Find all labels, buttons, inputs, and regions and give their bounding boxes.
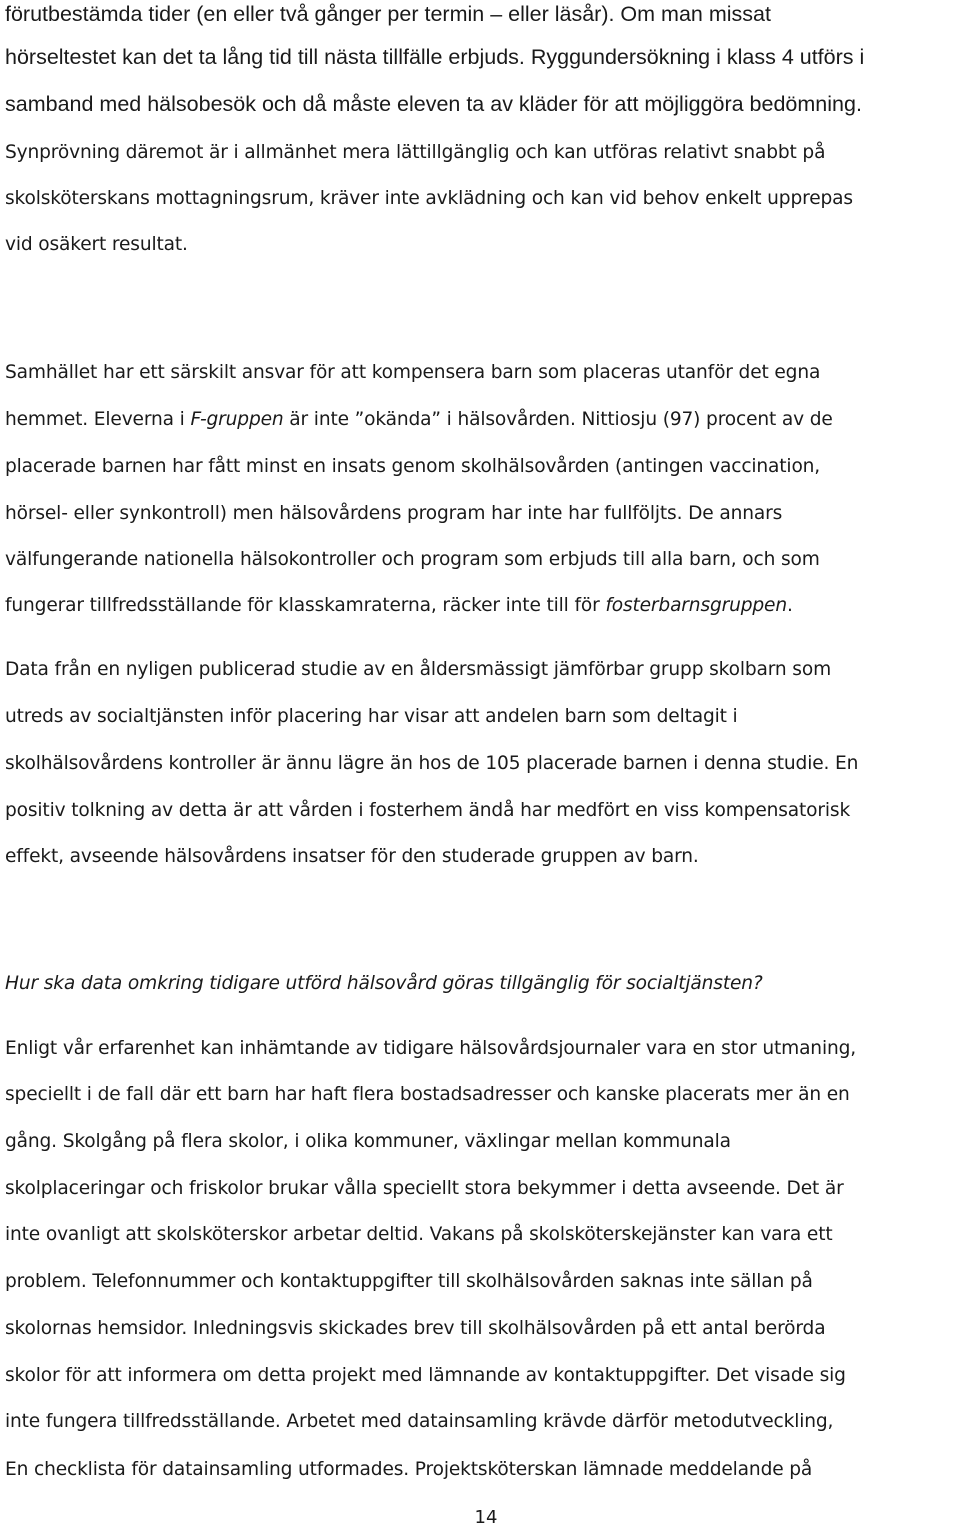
body-text-line: utreds av socialtjänsten inför placering har visar att andelen barn som deltagit i xyxy=(5,706,738,727)
body-text-line: inte ovanligt att skolsköterskor arbetar deltid. Vakans på skolsköterskejänster kan vara ett xyxy=(5,1224,833,1245)
body-text-line: problem. Telefonnummer och kontaktuppgifter till skolhälsovården saknas inte sällan på xyxy=(5,1271,813,1292)
body-text-line: speciellt i de fall där ett barn har haft flera bostadsadresser och kanske placerats mer än en xyxy=(5,1084,850,1105)
italic-term: F-gruppen xyxy=(190,409,284,430)
body-text-line: skolor för att informera om detta projekt med lämnande av kontaktuppgifter. Det visade sig xyxy=(5,1365,846,1386)
section-heading: Hur ska data omkring tidigare utförd hälsovård göras tillgänglig för socialtjänsten? xyxy=(5,973,763,994)
text-span: . xyxy=(787,595,793,616)
body-text-line: välfungerande nationella hälsokontroller och program som erbjuds till alla barn, och som xyxy=(5,549,820,570)
page-number: 14 xyxy=(474,1507,498,1528)
body-text-line: skolornas hemsidor. Inledningsvis skickades brev till skolhälsovården på ett antal berörda xyxy=(5,1318,826,1339)
body-text-line: En checklista för datainsamling utformades. Projektsköterskan lämnade meddelande på xyxy=(5,1459,813,1480)
body-text-line: inte fungera tillfredsställande. Arbetet med datainsamling krävde därför metodutveckling, xyxy=(5,1411,834,1432)
text-span: är inte ”okända” i hälsovården. Nittiosju (97) procent av de xyxy=(283,409,833,430)
text-span: fungerar tillfredsställande för klasskamraterna, räcker inte till för xyxy=(5,595,606,616)
body-text-line: gång. Skolgång på flera skolor, i olika kommuner, växlingar mellan kommunala xyxy=(5,1131,731,1152)
body-text-line xyxy=(5,406,833,434)
body-text-line: skolhälsovårdens kontroller är ännu lägre än hos de 105 placerade barnen i denna studie. En xyxy=(5,753,859,774)
body-text-line: effekt, avseende hälsovårdens insatser för den studerade gruppen av barn. xyxy=(5,846,699,867)
body-text-line: Data från en nyligen publicerad studie av en åldersmässigt jämförbar grupp skolbarn som xyxy=(5,659,832,680)
body-text-line: hörsel- eller synkontroll) men hälsovårdens program har inte har fullföljts. De annars xyxy=(5,503,783,524)
text-span: hemmet. Eleverna i xyxy=(5,409,191,430)
italic-term: fosterbarnsgruppen xyxy=(605,595,787,616)
body-text-line: positiv tolkning av detta är att vården i fosterhem ändå har medfört en viss kompensatorisk xyxy=(5,800,851,821)
body-text-line: förutbestämda tider (en eller två gånger per termin – eller läsår). Om man missat xyxy=(5,2,771,26)
body-text-line: skolplaceringar och friskolor brukar vålla speciellt stora bekymmer i detta avseende. Det är xyxy=(5,1178,844,1199)
body-text-line: Enligt vår erfarenhet kan inhämtande av tidigare hälsovårdsjournaler vara en stor utmaning, xyxy=(5,1038,857,1059)
body-text-line xyxy=(5,592,793,620)
body-text-line: skolsköterskans mottagningsrum, kräver inte avklädning och kan vid behov enkelt upprepas xyxy=(5,188,853,209)
body-text-line: placerade barnen har fått minst en insats genom skolhälsovården (antingen vaccination, xyxy=(5,456,821,477)
body-text-line: samband med hälsobesök och då måste eleven ta av kläder för att möjliggöra bedömning. xyxy=(5,92,862,116)
body-text-line: vid osäkert resultat. xyxy=(5,234,188,255)
body-text-line: hörseltestet kan det ta lång tid till nästa tillfälle erbjuds. Ryggundersökning i klass 4 utförs i xyxy=(5,45,865,69)
body-text-line: Samhället har ett särskilt ansvar för att kompensera barn som placeras utanför det egna xyxy=(5,362,821,383)
body-text-line: Synprövning däremot är i allmänhet mera lättillgänglig och kan utföras relativt snabbt på xyxy=(5,142,826,163)
